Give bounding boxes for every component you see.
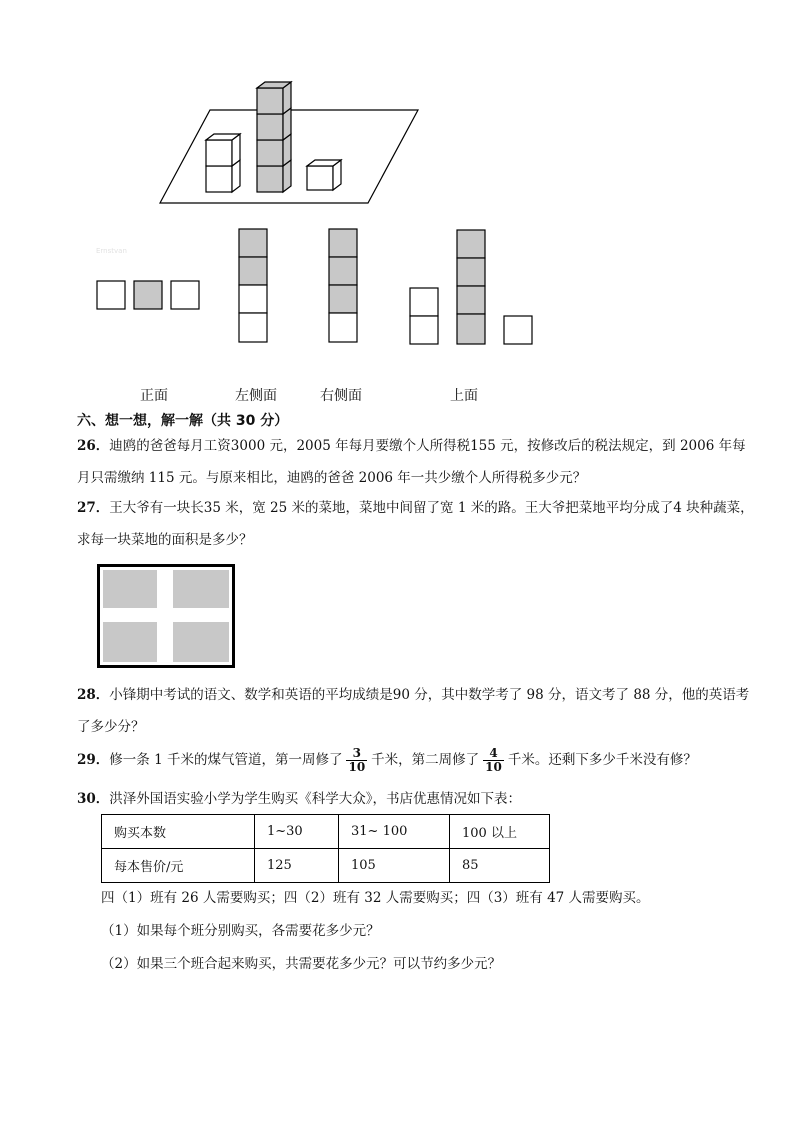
- fraction-numerator: 4: [483, 747, 504, 761]
- table-cell: 85: [450, 849, 550, 883]
- question-text: 洪泽外国语实验小学为学生购买《科学大众》，书店优惠情况如下表：: [109, 791, 522, 807]
- watermark: Ernstvan: [96, 247, 127, 255]
- table-cell: 100 以上: [450, 815, 550, 849]
- question-number: 27．: [77, 500, 110, 516]
- table-cell: 31~ 100: [339, 815, 450, 849]
- question-text: 迪鸥的爸爸每月工资3000 元，2005 年每月要缴个人所得税155 元，按修改后的税法规定，到 2006 年每月只需缴纳 115 元。与原来相比，迪鸥的爸爸 2006 年一共少缴个人所得税多少元？: [77, 438, 746, 486]
- table-cell: 1~30: [255, 815, 339, 849]
- q30-class-counts: 四（1）班有 26 人需要购买；四（2）班有 32 人需要购买；四（3）班有 47 人需要购买。: [101, 890, 650, 906]
- question-text: 小锋期中考试的语文、数学和英语的平均成绩是90 分，其中数学考了 98 分，语文考了 88 分，他的英语考了多少分？: [77, 687, 750, 735]
- question-text-b: 千米，第二周修了: [371, 752, 480, 768]
- right-cube: [307, 160, 341, 190]
- question-number: 28．: [77, 687, 110, 703]
- left-side-view: [239, 229, 267, 342]
- section-title: 六、想一想，解一解（共 30 分）: [77, 413, 289, 429]
- view-label-top: 上面: [450, 388, 478, 404]
- table-row: [102, 815, 550, 849]
- front-view: [97, 281, 199, 309]
- q30-subquestion-2: （2）如果三个班合起来购买，共需要花多少元？可以节约多少元？: [101, 956, 502, 972]
- fraction-denominator: 10: [348, 760, 366, 774]
- table-cell: 125: [255, 849, 339, 883]
- q30-subquestion-1: （1）如果每个班分别购买，各需要花多少元？: [101, 923, 380, 939]
- question-text-c: 千米。还剩下多少千米没有修？: [507, 752, 697, 768]
- vegetable-field-figure: [97, 564, 237, 670]
- question-26: [77, 430, 757, 494]
- view-label-front: 正面: [140, 388, 168, 404]
- question-number: 29．: [77, 752, 110, 768]
- fraction-3-10: [346, 747, 367, 774]
- fraction-numerator: 3: [346, 747, 367, 761]
- cube-stack-figure: [0, 0, 794, 410]
- table-cell: 105: [339, 849, 450, 883]
- question-28: [77, 679, 757, 743]
- view-label-left: 左侧面: [235, 388, 277, 404]
- table-row: [102, 849, 550, 883]
- price-table: [101, 814, 550, 883]
- right-side-view: [329, 229, 357, 342]
- question-27: [77, 492, 757, 556]
- question-30: [77, 783, 757, 815]
- table-cell: 购买本数: [102, 815, 255, 849]
- table-cell: 每本售价/元: [102, 849, 255, 883]
- top-view: [410, 230, 532, 344]
- middle-stack: [257, 82, 291, 192]
- question-text: 王大爷有一块长35 米，宽 25 米的菜地，菜地中间留了宽 1 米的路。王大爷把菜地平均分成了4 块种蔬菜，求每一块菜地的面积是多少？: [77, 500, 754, 548]
- question-text-a: 修一条 1 千米的煤气管道，第一周修了: [109, 752, 343, 768]
- fraction-4-10: [483, 747, 504, 774]
- fraction-denominator: 10: [485, 760, 502, 774]
- view-label-right: 右侧面: [320, 388, 362, 404]
- left-stack: [206, 134, 240, 192]
- question-number: 30．: [77, 791, 110, 807]
- question-number: 26．: [77, 438, 110, 454]
- question-29: [77, 744, 777, 776]
